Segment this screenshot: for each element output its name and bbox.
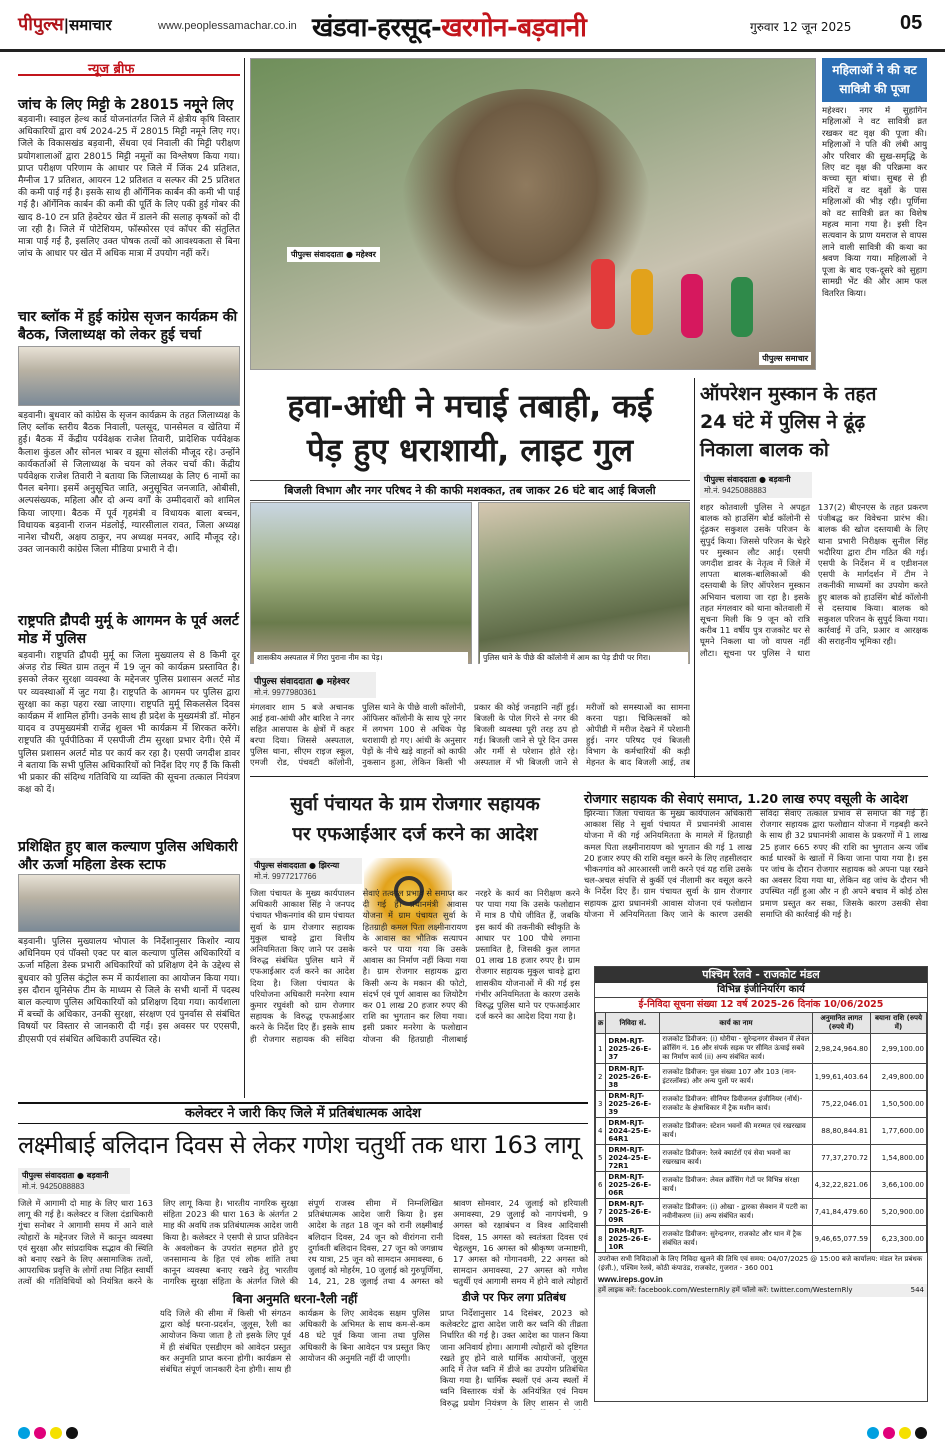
tender-header-row	[596, 1013, 927, 1034]
tender-cell: 8	[596, 1226, 606, 1253]
cyan-mark	[18, 1427, 30, 1439]
tender-header-cell: कार्य का नाम	[660, 1013, 812, 1034]
photo-caption-1: शासकीय अस्पताल में गिरा पुराना नीम का पेड़।	[254, 652, 468, 664]
website-url: www.peoplessamachar.co.in	[158, 20, 297, 32]
magenta-mark	[883, 1427, 895, 1439]
tender-cell: 1	[596, 1034, 606, 1064]
magenta-mark	[34, 1427, 46, 1439]
tender-header-cell: बयाना राशि (रुपये में)	[871, 1013, 927, 1034]
section163-sub2-headline: डीजे पर फिर लगा प्रतिबंध	[462, 1291, 566, 1304]
tender-header-cell: अनुमानित लागत (रुपये में)	[812, 1013, 870, 1034]
brief-body-training: बड़वानी। पुलिस मुख्यालय भोपाल के निर्देशानुसार किशोर न्याय अधिनियम एवं पॉक्सो एक्ट पर बाल कल्याण पुलिस अधिकारियों व ऊर्जा महिला डेस्क प्रभारी अधिकारियों को प्रशिक्षण देने के उद्देश्य से बुधवार को पुलिस कंट्रोल रूम में कार्यशाला का आयोजन किया गया। इस दौरान यूनिसेफ टीम के माध्यम से जिले के सभी थानों में पदस्थ बाल कल्याण पुलिस अधिकारियों को प्रशिक्षण दिया गया। कार्यशाला में बच्चों के अधिकार, उनकी सुरक्षा, संरक्षण एवं पुनर्वास से संबंधित विषयों पर विस्तार से जानकारी दी गई। इस अवसर पर एएसपी, डीएसपी एवं संबंधित अधिकारी उपस्थित रहे।	[18, 937, 240, 1045]
surva-headline-line1: सुर्वा पंचायत के ग्राम रोजगार सहायक	[290, 794, 540, 815]
section163-body: जिले में आगामी दो माह के लिए धारा 163 लागू की गई है। कलेक्टर व जिला दंडाधिकारी गुंचा सनोबर ने आगामी समय में आने वाले त्योहारों के मद्देनजर जिले में कानून व्यवस्था एवं सुरक्षा और सांप्रदायिक सद्भाव की स्थिति को बनाए रखने के लिए असामाजिक तत्वों, आपराधिक प्रवृत्ति के लोगों तथा निहित स्वार्थी तत्वों की गतिविधियों को नियंत्रित करने के लिए लागू किया है। भारतीय नागरिक सुरक्षा संहिता 2023 की धारा 163 के अंतर्गत 2 माह की अवधि तक प्रतिबंधात्मक आदेश जारी किया है। कलेक्टर ने एसपी से प्राप्त प्रतिवेदन के अवलोकन के उपरांत सहमत होते हुए जनसामान्य के हित एवं लोक शांति तथा कानून व्यवस्था बनाए रखने हेतु भारतीय नागरिक सुरक्षा संहिता के अंतर्गत जिले की संपूर्ण राजस्व सीमा में निम्नलिखित प्रतिबंधात्मक आदेश जारी किया है। इस आदेश के तहत 18 जून को रानी लक्ष्मीबाई बलिदान दिवस, 24 जून को वीरांगना रानी दुर्गावती बलिदान दिवस, 27 जून को जगन्नाथ रथ यात्रा, 25 जून को सामदान अमावस्या, 6 जुलाई को मोहर्रम, 10 जुलाई को गुरुपूर्णिमा, 14, 21, 28 जुलाई तथा 4 अगस्त को श्रावण सोमवार, 24 जुलाई को हरियाली अमावस्या, 29 जुलाई को नागपंचमी, 9 अगस्त को रक्षाबंधन व विश्व आदिवासी दिवस, 15 अगस्त को स्वतंत्रता दिवस एवं चेहल्लुम, 16 अगस्त को श्रीकृष्ण जन्माष्टमी, 17 अगस्त को गोगानवमी, 22 अगस्त को सामदान अमावस्या, 27 अगस्त को गणेश चतुर्थी एवं आगामी समय में होने वाले त्योहारों	[18, 1198, 588, 1287]
tender-cell: DRM-RJT-2025-26-E-38	[606, 1064, 660, 1091]
print-registration-strip	[0, 1422, 945, 1444]
tender-railway-header: पश्चिम रेलवे - राजकोट मंडल	[595, 967, 927, 983]
section163-sub1-headline: बिना अनुमति धरना-रैली नहीं	[232, 1292, 358, 1306]
column-divider	[244, 58, 245, 1098]
tender-website[interactable]: www.ireps.gov.in	[598, 1275, 663, 1284]
tender-cell: 3,66,100.00	[871, 1172, 927, 1199]
muskaan-headline-line1: ऑपरेशन मुस्कान के तहत	[700, 383, 877, 405]
tender-cell: राजकोट डिवीजन: सीनियर डिवीजनल इंजीनियर (नॉर्थ)-राजकोट के क्षेत्राधिकार में ट्रैक मशीन कार्य।	[660, 1091, 812, 1118]
brief-body-soil: बड़वानी। स्वाइल हेल्थ कार्ड योजनांतर्गत जिले में क्षेत्रीय कृषि विस्तार अधिकारियों द्वारा वर्ष 2024-25 में 28015 मिट्टी नमूने लिए गए। जिले के विकासखंड बड़वानी, सेंधवा एवं निवाली की मिट्टी परीक्षण प्रयोगशालाओं द्वारा 28015 मिट्टी नमूनों का विश्लेषण किया गया। प्राप्त परीक्षण परिणाम के आधार पर जिले में जिंक 24 प्रतिशत, मैग्नीज 17 प्रतिशत, आयरन 12 प्रतिशत व सल्फर की 25 प्रतिशत की कमी पाई गई है। इसके साथ ही ऑर्गेनिक कार्बन की कमी भी पाई गई है। ऑर्गेनिक कार्बन की कमी की पूर्ति के लिए पकी हुई गोबर की खाद 8-10 टन प्रति हेक्टेयर खेत में डालने की सलाह कृषकों को दी जा रही है। जिले में पोटेशियम, फॉस्फोरस एवं कॉपर की संतुलित मात्रा पाई गई है, इसलिए उक्त पोषक तत्वों को आवश्यकता से बिना जांच के आधार पर खेत में अधिक मात्रा में उपयोग नहीं करें।	[18, 115, 240, 260]
issue-date: गुरुवार 12 जून 2025	[750, 20, 852, 34]
brief-headline-soil: जांच के लिए मिट्टी के 28015 नमूने लिए	[18, 97, 234, 113]
photo-byline: पीपुल्स संवाददाता ● महेश्वर	[287, 247, 380, 262]
cmyk-marks-left	[18, 1427, 78, 1439]
tender-cell: 1,77,600.00	[871, 1118, 927, 1145]
tender-cell: राजकोट डिवीजन: स्टेशन भवनों की मरम्मत एवं रखरखाव कार्य।	[660, 1118, 812, 1145]
storm-subheadline: बिजली विभाग और नगर परिषद ने की काफी मशक्कत, तब जाकर 26 घंटे बाद आई बिजली	[250, 480, 690, 501]
tender-cell: 77,37,270.72	[812, 1145, 870, 1172]
tender-cell: राजकोट डिवीजन: रेलवे क्वार्टरों एवं सेवा भवनों का रखरखाव कार्य।	[660, 1145, 812, 1172]
surva-strip-headline: रोजगार सहायक की सेवाएं समाप्त, 1.20 लाख रुपए वसूली के आदेश	[584, 790, 928, 810]
tender-cell: DRM-RJT-2025-26-E-10R	[606, 1226, 660, 1253]
photo-credit: पीपुल्स समाचार	[759, 352, 811, 365]
tender-header-cell: क्र	[596, 1013, 606, 1034]
tender-cell: 4	[596, 1118, 606, 1145]
muskaan-headline-line3: निकाला बालक को	[700, 439, 829, 461]
tender-cell: राजकोट डिवीजन: (i) धोरीया - सुरेन्द्रनगर सेक्शन में लेवल क्रॉसिंग नं. 16 और संपर्क सड़क पर सीमित ऊंचाई सबवे का निर्माण कार्य (ii) अन्य संबंधित कार्य।	[660, 1034, 812, 1064]
tender-cell: DRM-RJT-2025-26-E-39	[606, 1091, 660, 1118]
masthead	[0, 0, 945, 52]
tender-code: 544	[910, 1286, 924, 1294]
savitri-header-box: महिलाओं ने की वट सावित्री की पूजा	[822, 58, 927, 102]
fallen-mango-tree-photo	[478, 502, 690, 664]
tender-social	[595, 1284, 927, 1297]
tender-cell: 2,49,800.00	[871, 1064, 927, 1091]
woman-figure-red	[591, 259, 615, 329]
tender-cell: राजकोट डिवीजन: पुल संख्या 107 और 103 (नान-इंटरलॉक्ड) और अन्य पुलों पर कार्य।	[660, 1064, 812, 1091]
training-workshop-photo	[18, 874, 240, 932]
tender-cell: 3	[596, 1091, 606, 1118]
tender-social-text: हमें लाइक करें: facebook.com/WesternRly हमें फॉलो करें: twitter.com/WesternRly	[598, 1286, 853, 1294]
brief-headline-training: प्रशिक्षित हुए बाल कल्याण पुलिस अधिकारी और ऊर्जा महिला डेस्क स्टाफ	[18, 839, 238, 873]
tender-row	[596, 1118, 927, 1145]
storm-body: मंगलवार शाम 5 बजे अचानक आई हवा-आंधी और बारिश ने नगर सहित आसपास के क्षेत्रों में कहर बरपा दिया। जिससे अस्पताल, पुलिस थाना, सीएम राइज स्कूल, एमजी रोड, पंचवटी कॉलोनी, पुलिस थाने के पीछे वाली कॉलोनी, ऑफिसर कॉलोनी के साथ पूरे नगर में लगभग 100 से अधिक पेड़ धराशायी हो गए। आंधी के अनुसार पेड़ों के नीचे खड़े वाहनों को काफी नुकसान हुआ, लेकिन किसी भी प्रकार की कोई जनहानि नहीं हुई। बिजली के पोल गिरने से नगर की बिजली व्यवस्था पूरी तरह ठप हो गई। बिजली जाने से पूरे दिन उमस और गर्मी से परेशान होते रहे। अस्पताल में भी बिजली जाने से मरीजों को समस्याओं का सामना करना पड़ा। चिकित्सकों को ओपीडी में मरीज देखने में परेशानी हुई। नगर परिषद एवं बिजली विभाग के कर्मचारियों की कड़ी मेहनत के बाद बिजली आई, तब	[250, 702, 690, 767]
yellow-mark	[50, 1427, 62, 1439]
tender-row	[596, 1145, 927, 1172]
tender-cell: DRM-RJT-2025-26-E-37	[606, 1034, 660, 1064]
tender-cell: 2,99,100.00	[871, 1034, 927, 1064]
brief-headline-president: राष्ट्रपति द्रौपदी मुर्मू के आगमन के पूर्व अलर्ट मोड में पुलिस	[18, 613, 239, 647]
tender-notice-number: ई-निविदा सूचना संख्या 12 वर्ष 2025-26 दिनांक 10/06/2025	[638, 999, 884, 1010]
row-divider	[250, 776, 928, 777]
tender-cell: DRM-RJT-2025-26-E-09R	[606, 1199, 660, 1226]
tender-cell: राजकोट डिवीजन: (i) ओखा - द्वारका सेक्शन में पटरी का नवीनीकरण (ii) अन्य संबंधित कार्य।	[660, 1199, 812, 1226]
cmyk-marks-right	[867, 1427, 927, 1439]
surva-strip-body: झिरन्या। जिला पंचायत के मुख्य कार्यपालन अधिकारी आकाश सिंह ने सुर्वा पंचायत में प्रधानमंत्री आवास योजना में की गई अनियमितता के मामले में हितग्राही कमल पिता लक्ष्मीनारायण को भुगतान की गई 1 लाख 20 हजार रुपए की राशि वसूल करने के लिए तहसीलदार भीकनगांव को आरआरसी जारी करने एवं यह राशि उसके चल-अचल संपत्ति से कुर्की एवं नीलामी कर वसूल करने के निर्देश दिए हैं। ग्राम पंचायत सुर्वा के ग्राम रोजगार सहायक द्वारा प्रधानमंत्री आवास योजना एवं फलोद्यान योजना में अनियमितता किए जाने के कारण उसकी संविदा सेवाएं तत्काल प्रभाव से समाप्त की गई हैं। रोजगार सहायक द्वारा फलोद्यान योजना में गड़बड़ी करने के साथ ही 32 प्रधानमंत्री आवास के प्रकरणों में 1 लाख 25 हजार 665 रुपए की राशि का भुगतान अन्य जॉब कार्ड धारकों के खातों में किया जाना पाया गया है। इस पर जांच के दौरान रोजगार सहायक को अपना पक्ष रखने का अवसर दिया गया था, लेकिन वह जांच के दौरान भी उपस्थित नहीं हुआ और न ही अपने बचाव में कोई ठोस प्रमाण प्रस्तुत कर सका, जिसके कारण उसकी सेवा समाप्ति की कार्रवाई की गई है।	[584, 808, 928, 919]
tender-footer: उपरोक्त सभी निविदाओं के लिए निविदा खुलने की तिथि एवं समय: 04/07/2025 @ 15:00 बजे कार्यालय: मंडल रेल प्रबंधक (इंजी.), पश्चिम रेलवे, कोठी कंपाउंड, राजकोट, गुजरात - 360 001	[598, 1255, 923, 1272]
section163-kicker-bar	[18, 1102, 588, 1124]
storm-byline: पीपुल्स संवाददाता ● महेश्वर	[254, 677, 350, 687]
tender-cell: 5	[596, 1145, 606, 1172]
tender-cell: 9,46,65,077.59	[812, 1226, 870, 1253]
tender-cell: राजकोट डिवीजन: लेवल क्रॉसिंग गेटों पर विभिन्न संरक्षा कार्य।	[660, 1172, 812, 1199]
fallen-neem-tree-photo	[250, 502, 472, 664]
tender-row	[596, 1172, 927, 1199]
brief-body-president: बड़वानी। राष्ट्रपति द्रौपदी मुर्मू का जिला मुख्यालय से 8 किमी दूर अंजड़ रोड स्थित ग्राम तलून में 19 जून को कार्यक्रम प्रस्तावित है। इसको लेकर सुरक्षा व्यवस्था के मद्देनजर पुलिस प्रशासन अलर्ट मोड पर व्यवस्थाओं में जुट गया है। राष्ट्रपति के आगमन पर पुलिस द्वारा सुरक्षा का कड़ा पहरा रखा जाएगा। राष्ट्रपति मुर्मू सिकलसेल दिवस कार्यक्रम में शामिल होंगी। उनके साथ ही प्रदेश के मुख्यमंत्री डॉ. मोहन यादव व उपमुख्यमंत्री राजेंद्र शुक्ल भी कार्यक्रम में शिरकत करेंगे। राष्ट्रपति की पूर्वपीठिका में एसपीजी टीम सुरक्षा प्रभार देगी। ऐसे में पुलिस प्रशासन अलर्ट मोड पर कार्य कर रहा है। एसपी जगदीश डावर ने बताया कि सभी पुलिस अधिकारियों को निर्देश दिए गए हैं कि किसी भी प्रकार की संदिग्ध गतिविधि या व्यक्ति की सूचना तत्काल नियंत्रण कक्ष को दें।	[18, 651, 240, 796]
tender-cell: 1,54,800.00	[871, 1145, 927, 1172]
woman-figure-yellow	[631, 269, 653, 335]
tender-cell: 7,41,84,479.60	[812, 1199, 870, 1226]
tender-cell: 7	[596, 1199, 606, 1226]
railway-tender-notice	[594, 966, 928, 1402]
section-title: खंडवा-हरसूद-खरगोन-बड़वानी	[312, 13, 587, 43]
muskaan-body: शहर कोतवाली पुलिस ने अपहृत बालक को हाउसिंग बोर्ड कॉलोनी से दूंढ़कर सकुशल उसके परिजन के सुपुर्द किया। जिससे परिजन के चेहरे पर मुस्कान लौट आई। एसपी जगदीश डावर के नेतृत्व में जिले में लापता बालक-बालिकाओं की दस्तयाबी के लिए ऑपरेशन मुस्कान अभियान चलाया जा रहा है। इसके तहत मंगलवार को थाना कोतवाली में सूचना मिली कि 9 जून को रात्रि करीब 11 वर्षीय पुत्र राजकोट घर से घूमने निकला था जो वापस नहीं लौटा। सूचना पर पुलिस ने धारा 137(2) बीएनएस के तहत प्रकरण पंजीबद्ध कर विवेचना प्रारंभ की। बालक की खोज दस्तयाबी के लिए थाना प्रभारी निरीक्षक सुनील सिंह भदौरिया द्वारा टीम गठित की गई। एसपी के निर्देशन में व एडीशनल एसपी के मार्गदर्शन में टीम ने तकनीकी माध्यमों का उपयोग करते हुए बालक को हाउसिंग बोर्ड कॉलोनी से दस्तयाब किया। बालक को सकुशल परिजन के सुपुर्द किया गया। कार्रवाई में उनि, प्रआर व आरक्षक की सराहनीय भूमिका रही।	[700, 502, 928, 658]
yellow-mark	[899, 1427, 911, 1439]
tender-cell: DRM-RJT-2024-25-E-72R1	[606, 1145, 660, 1172]
surva-phone: मो.नं. 9977217766	[254, 872, 317, 881]
tender-row	[596, 1199, 927, 1226]
page-number: 05	[900, 12, 923, 34]
storm-headline-line1: हवा-आंधी ने मचाई तबाही, कई	[287, 387, 653, 425]
surva-byline-box	[250, 858, 362, 884]
woman-figure-pink	[681, 274, 703, 338]
black-mark	[915, 1427, 927, 1439]
column-divider-2	[694, 378, 695, 778]
section163-sub2-body: प्राप्त निर्देशानुसार 14 दिसंबर, 2023 को कलेक्टरेट द्वारा आदेश जारी कर ध्वनि की तीव्रता निर्धारित की गई है। उक्त आदेश का पालन किया जाना अनिवार्य होगा। आगामी त्योहारों को दृष्टिगत रखते हुए होने वाले धार्मिक आयोजनों, जुलूस आदि में तेज ध्वनि में डीजे का उपयोग प्रतिबंधित किया गया है। धार्मिक स्थलों एवं अन्य स्थलों में ध्वनि विस्तारक यंत्रों के अनियंत्रित एवं नियम विरुद्ध प्रयोग नियंत्रण के लिए शासन से जारी	[440, 1308, 588, 1408]
tender-cell: DRM-RJT-2024-25-E-64R1	[606, 1118, 660, 1145]
brief-body-congress: बड़वानी। बुधवार को कांग्रेस के सृजन कार्यक्रम के तहत जिलाध्यक्ष के लिए ब्लॉक स्तरीय बैठक निवाली, पलसूद, पानसेमल व खेतिया में हुई। बैठक में केंद्रीय पर्यवेक्षक राजेश तिवारी, प्रादेशिक पर्यवेक्षक कैलाश कुंडल और सोनल भाबर व झूमा सोलंकी मौजूद रहे। उन्होंने कार्यकर्ताओं से जिलाध्यक्ष के चयन को लेकर चर्चा की। केंद्रीय पर्यवेक्षक राजेश तिवारी ने बताया कि जिलाध्यक्ष के लिए 6 नामों का पैनल बनेगा। इसमें अनुसूचित जाति, अनुसूचित जनजाति, ओबीसी, अल्पसंख्यक, महिला और दो अन्य वर्गों के उम्मीदवारों को शामिल किया जाएगा। बैठक में पूर्व गृहमंत्री व विधायक बाला बच्चन, विधायक बड़वानी राजन मंडलोई, ग्यारसीलाल रावत, जिला अध्यक्ष नानेश चौधरी, अक्षय ठाकुर, नप अध्यक्ष मनवर, आदि मौजूद रहे। उक्त जानकारी कांग्रेस जिला मीडिया प्रभारी ने दी।	[18, 411, 240, 556]
tender-cell: 88,80,844.81	[812, 1118, 870, 1145]
tender-cell: DRM-RJT-2025-26-E-06R	[606, 1172, 660, 1199]
surva-headline-line2: पर एफआईआर दर्ज करने का आदेश	[292, 824, 538, 845]
tender-cell: 2	[596, 1064, 606, 1091]
section163-phone: मो.नं. 9425088883	[22, 1182, 85, 1191]
photo-caption-2: पुलिस थाने के पीछे की कॉलोनी में आम का पेड़ डीपी पर गिरा।	[480, 652, 688, 664]
muskaan-byline-box	[700, 472, 812, 498]
tender-work-title: विभिन्न इंजीनियरिंग कार्य	[595, 983, 927, 998]
tender-cell: 1,99,61,403.64	[812, 1064, 870, 1091]
muskaan-byline: पीपुल्स संवाददाता ● बड़वानी	[704, 475, 791, 484]
cyan-mark	[867, 1427, 879, 1439]
tender-row	[596, 1064, 927, 1091]
brief-headline-congress: चार ब्लॉक में हुई कांग्रेस सृजन कार्यक्रम की बैठक, जिलाध्यक्ष को लेकर हुई चर्चा	[18, 309, 238, 343]
congress-meeting-photo	[18, 346, 240, 406]
storm-headline-line2: पेड़ हुए धराशायी, लाइट गुल	[306, 431, 634, 469]
news-brief-header: न्यूज ब्रीफ	[18, 58, 240, 76]
tender-row	[596, 1091, 927, 1118]
storm-byline-box	[250, 672, 376, 698]
tender-cell: 6,23,300.00	[871, 1226, 927, 1253]
section163-body-cont	[18, 1292, 154, 1410]
surva-byline: पीपुल्स संवाददाता ● झिरन्या	[254, 861, 340, 870]
tender-cell: 2,98,24,964.80	[812, 1034, 870, 1064]
banyan-tree-worship-photo	[250, 58, 816, 370]
muskaan-headline-line2: 24 घंटे में पुलिस ने ढूंढ़	[700, 411, 866, 433]
section163-headline: लक्ष्मीबाई बलिदान दिवस से लेकर गणेश चतुर्थी तक धारा 163 लागू	[18, 1131, 580, 1159]
tender-cell: 75,22,046.01	[812, 1091, 870, 1118]
surva-body: जिला पंचायत के मुख्य कार्यपालन अधिकारी आकाश सिंह ने जनपद पंचायत भीकनगांव की ग्राम पंचायत सुर्वा के ग्राम रोजगार सहायक मुकुल चावड़े द्वारा वित्तीय अनियमितता किए जाने पर उसके विरुद्ध संबंधित पुलिस थाने में एफआईआर दर्ज करने का आदेश दिया है। जिला पंचायत के परियोजना अधिकारी मनरेगा श्याम कुमार रघुवंशी को ग्राम रोजगार सहायक के विरुद्ध एफआईआर करने के निर्देश दिए हैं। इसके साथ ही रोजगार सहायक की संविदा सेवाएं तत्काल प्रभाव से समाप्त कर दी गई हैं। प्रधानमंत्री आवास योजना में ग्राम पंचायत सुर्वा के हितग्राही कमल पिता लक्ष्मीनारायण के आवास का भौतिक सत्यापन करने पर पाया गया कि उसके आवास का निर्माण नहीं किया गया है। ग्राम रोजगार सहायक द्वारा किसी अन्य के मकान की फोटो, संदर्भ एवं पूर्ण आवास का जियोटैग कर 01 लाख 20 हजार रुपए की राशि का भुगतान कर लिया गया। इसी प्रकार मनरेगा के फलोद्यान योजना की हितग्राही नीलाबाई नरहरे के कार्य का निरीक्षण करने पर पाया गया कि उसके फलोद्यान में मात्र 8 पौधे जीवित हैं, जबकि इस कार्य की तकनीकी स्वीकृति के आधार पर 100 पौधे लगाना प्रस्तावित है, जिसकी कुल लागत 01 लाख 18 हजार रुपए है। ग्राम रोजगार सहायक मुकुल चावड़े द्वारा शासकीय योजनाओं में की गई इस गंभीर अनियमितता के कारण उसके विरुद्ध पुलिस थाने पर एफआईआर दर्ज करने का आदेश दिया गया है।	[250, 888, 580, 1044]
newspaper-logo: पीपुल्स|समाचार	[18, 14, 112, 35]
tender-cell: 5,20,900.00	[871, 1199, 927, 1226]
tender-row	[596, 1226, 927, 1253]
storm-phone: मो.नं. 9977980361	[254, 688, 317, 697]
tender-header-cell: निविदा सं.	[606, 1013, 660, 1034]
tender-cell: राजकोट डिवीजन: सुरेन्द्रनगर, राजकोट और थान में ट्रैक संबंधित कार्य।	[660, 1226, 812, 1253]
tender-table	[595, 1012, 927, 1253]
tender-row	[596, 1034, 927, 1064]
section163-byline-box	[18, 1168, 130, 1194]
section163-sub1-body: यदि जिले की सीमा में किसी भी संगठन द्वारा कोई धरना-प्रदर्शन, जुलूस, रैली का आयोजन किया जाता है तो इसके लिए पूर्व में ही संबंधित एसडीएम को आवेदन प्रस्तुत कर अनुमति प्राप्त करना होगी। कार्यक्रम से संबंधित संपूर्ण जानकारी देना होगी। साथ ही कार्यक्रम के लिए आवेदक सक्षम पुलिस अधिकारी के अभिमत के साथ कम-से-कम 48 घंटे पूर्व किया जाना तथा पुलिस अधिकारी के बिना आवेदन पत्र प्रस्तुत किए आयोजन की अनुमति नहीं दी जाएगी।	[160, 1308, 430, 1375]
tender-cell: 4,32,22,821.06	[812, 1172, 870, 1199]
black-mark	[66, 1427, 78, 1439]
savitri-body: महेश्वर। नगर में सुहागिन महिलाओं ने वट सावित्री व्रत रखकर वट वृक्ष की पूजा की। महिलाओं ने पति की लंबी आयु और परिवार की सुख-समृद्धि के लिए वट वृक्ष की परिक्रमा कर कच्चा सूत बांधा। सुबह से ही मंदिरों व वट वृक्षों के पास महिलाओं की भीड़ रही। पूर्णिमा को वट सावित्री व्रत का विशेष महत्व माना गया है। इसी दिन सत्यवान के प्राण यमराज से वापस लाने वाली सावित्री की कथा का श्रवण किया गया। महिलाओं ने पूजा के बाद एक-दूसरे को सुहाग सामग्री भेंट की और आम फल वितरित किया।	[822, 106, 927, 299]
section163-kicker: कलेक्टर ने जारी किए जिले में प्रतिबंधात्मक आदेश	[185, 1106, 421, 1121]
tender-cell: 6	[596, 1172, 606, 1199]
tender-cell: 1,50,500.00	[871, 1091, 927, 1118]
woman-figure-green	[731, 277, 753, 337]
muskaan-phone: मो.नं. 9425088883	[704, 486, 767, 495]
section163-byline: पीपुल्स संवाददाता ● बड़वानी	[22, 1171, 109, 1180]
